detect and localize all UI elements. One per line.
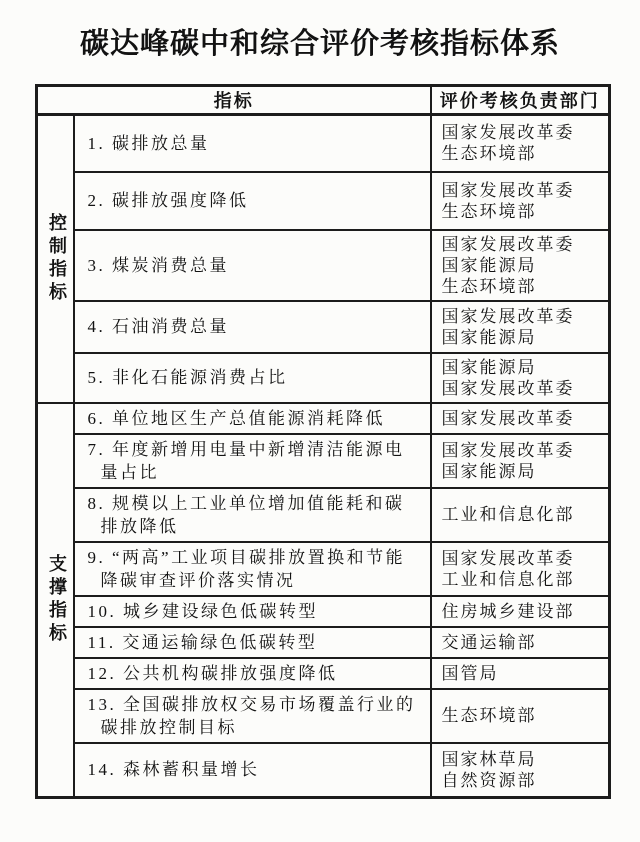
department-cell	[431, 301, 610, 353]
indicator-cell: 13. 全国碳排放权交易市场覆盖行业的碳排放控制目标	[74, 689, 431, 743]
department-line: 生态环境部	[441, 201, 537, 221]
department-line: 国家发展改革委	[441, 306, 575, 326]
indicator-cell: 11. 交通运输绿色低碳转型	[74, 627, 431, 658]
indicator-cell: 7. 年度新增用电量中新增清洁能源电量占比	[74, 434, 431, 488]
department-cell	[431, 627, 610, 658]
table-row	[37, 658, 610, 689]
indicator-cell: 1. 碳排放总量	[74, 115, 431, 172]
department-line: 工业和信息化部	[441, 569, 575, 589]
indicator-cell: 3. 煤炭消费总量	[74, 230, 431, 301]
department-cell	[431, 230, 610, 301]
department-line: 国家林草局	[441, 749, 537, 769]
indicator-cell: 8. 规模以上工业单位增加值能耗和碳排放降低	[74, 488, 431, 542]
table-row	[37, 689, 610, 743]
department-line: 国家发展改革委	[441, 123, 575, 143]
document-page	[0, 26, 640, 842]
department-cell	[431, 353, 610, 403]
indicator-cell: 5. 非化石能源消费占比	[74, 353, 431, 403]
department-line: 国家发展改革委	[441, 408, 575, 428]
header-indicator-label: 指标	[37, 86, 431, 115]
department-cell	[431, 689, 610, 743]
table-row	[37, 627, 610, 658]
department-cell	[431, 115, 610, 172]
department-cell	[431, 172, 610, 230]
group-label-support: 支撑指标	[47, 553, 67, 646]
department-cell	[431, 542, 610, 596]
table-row	[37, 542, 610, 596]
department-cell	[431, 434, 610, 488]
department-line: 国家发展改革委	[441, 180, 575, 200]
department-line: 生态环境部	[441, 706, 537, 725]
table-row	[37, 434, 610, 488]
department-line: 生态环境部	[441, 144, 537, 164]
indicator-cell: 9. “两高”工业项目碳排放置换和节能降碳审查评价落实情况	[74, 542, 431, 596]
department-line: 国家发展改革委	[441, 548, 575, 568]
indicator-cell: 2. 碳排放强度降低	[74, 172, 431, 230]
department-cell	[431, 743, 610, 798]
department-cell	[431, 658, 610, 689]
department-line: 工业和信息化部	[441, 505, 575, 524]
department-line: 国家发展改革委	[441, 378, 575, 398]
department-line: 自然资源部	[441, 770, 537, 790]
indicator-cell: 12. 公共机构碳排放强度降低	[74, 658, 431, 689]
department-cell	[431, 596, 610, 627]
table-row	[37, 596, 610, 627]
department-cell	[431, 488, 610, 542]
department-line: 住房城乡建设部	[441, 601, 575, 621]
table-row	[37, 301, 610, 353]
department-line: 交通运输部	[441, 632, 537, 652]
department-line: 国家发展改革委	[441, 440, 575, 460]
table-row	[37, 353, 610, 403]
table-row	[37, 115, 610, 172]
table-header-row	[37, 86, 610, 115]
department-line: 国管局	[441, 663, 499, 683]
department-line: 国家能源局	[441, 255, 537, 275]
indicator-cell: 14. 森林蓄积量增长	[74, 743, 431, 798]
department-line: 国家能源局	[441, 327, 537, 347]
group-cell-control	[37, 115, 74, 403]
header-department-label: 评价考核负责部门	[431, 86, 610, 115]
indicator-table	[35, 84, 611, 799]
group-label-control: 控制指标	[47, 212, 67, 305]
table-row	[37, 743, 610, 798]
indicator-cell: 10. 城乡建设绿色低碳转型	[74, 596, 431, 627]
department-line: 国家能源局	[441, 461, 537, 481]
department-line: 国家发展改革委	[441, 234, 575, 254]
page-title: 碳达峰碳中和综合评价考核指标体系	[79, 28, 560, 60]
department-line: 国家能源局	[441, 357, 537, 377]
table-row	[37, 488, 610, 542]
indicator-cell: 4. 石油消费总量	[74, 301, 431, 353]
table-row	[37, 403, 610, 434]
department-cell	[431, 403, 610, 434]
department-line: 生态环境部	[441, 276, 537, 296]
indicator-cell: 6. 单位地区生产总值能源消耗降低	[74, 403, 431, 434]
table-row	[37, 230, 610, 301]
table-row	[37, 172, 610, 230]
group-cell-support	[37, 403, 74, 798]
